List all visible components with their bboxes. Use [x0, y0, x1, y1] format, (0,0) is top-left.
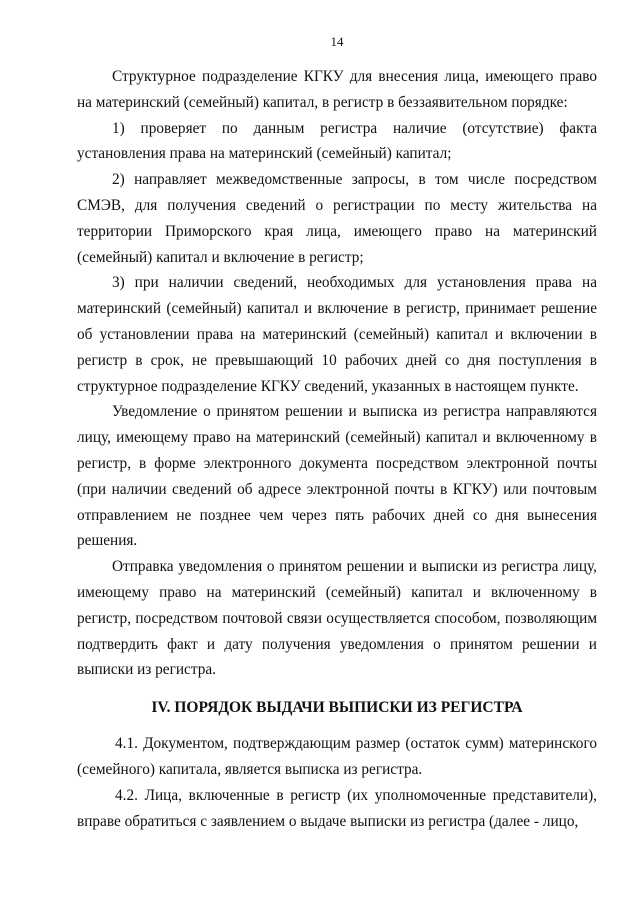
page-number: 14 — [330, 34, 344, 49]
paragraph-notification: Уведомление о принятом решении и выписка из регистра направляются лицу, имеющему право на материнский (семейный) капитал и включенному в регистр, в форме электронного документа посредством электронной почты (при наличии сведений об адресе электронной почты в КГКУ) или почтовым отправлением не позднее чем через пять рабочих дней со дня вынесения решения. — [77, 403, 597, 550]
paragraph-item-2: 2) направляет межведомственные запросы, в том числе посредством СМЭВ, для получения сведений о регистрации по месту жительства на территории Приморского края лица, имеющего право на материнский (семейный) капитал и включение в регистр; — [77, 171, 597, 266]
document-page — [77, 30, 597, 905]
paragraph-item-3: 3) при наличии сведений, необходимых для установления права на материнский (семейный) капитал и включение в регистр, принимает решение об установлении права на материнский (семейный) капитал и включении в регистр в срок, не превышающий 10 рабочих дней со дня поступления в структурное подразделение КГКУ сведений, указанных в настоящем пункте. — [77, 274, 597, 395]
paragraph-item-1: 1) проверяет по данным регистра наличие (отсутствие) факта установления права на материнский (семейный) капитал; — [77, 119, 597, 163]
paragraph-4-2: 4.2. Лица, включенные в регистр (их уполномоченные представители), вправе обратиться с заявлением о выдаче выписки из регистра (далее - лицо, — [77, 786, 597, 830]
paragraph-4-1: 4.1. Документом, подтверждающим размер (остаток сумм) материнского (семейного) капитала, является выписка из регистра. — [77, 735, 597, 778]
paragraph-postal-delivery: Отправка уведомления о принятом решении и выписки из регистра лицу, имеющему право на материнский (семейный) капитал и включенному в регистр, посредством почтовой связи осуществляется способом, позволяющим подтвердить факт и дату получения уведомления о принятом решении и выписки из регистра. — [77, 558, 597, 679]
section-heading: IV. ПОРЯДОК ВЫДАЧИ ВЫПИСКИ ИЗ РЕГИСТРА — [151, 699, 523, 717]
paragraph-intro: Структурное подразделение КГКУ для внесения лица, имеющего право на материнский (семейный) капитал, в регистр в беззаявительном порядке: — [77, 68, 597, 111]
